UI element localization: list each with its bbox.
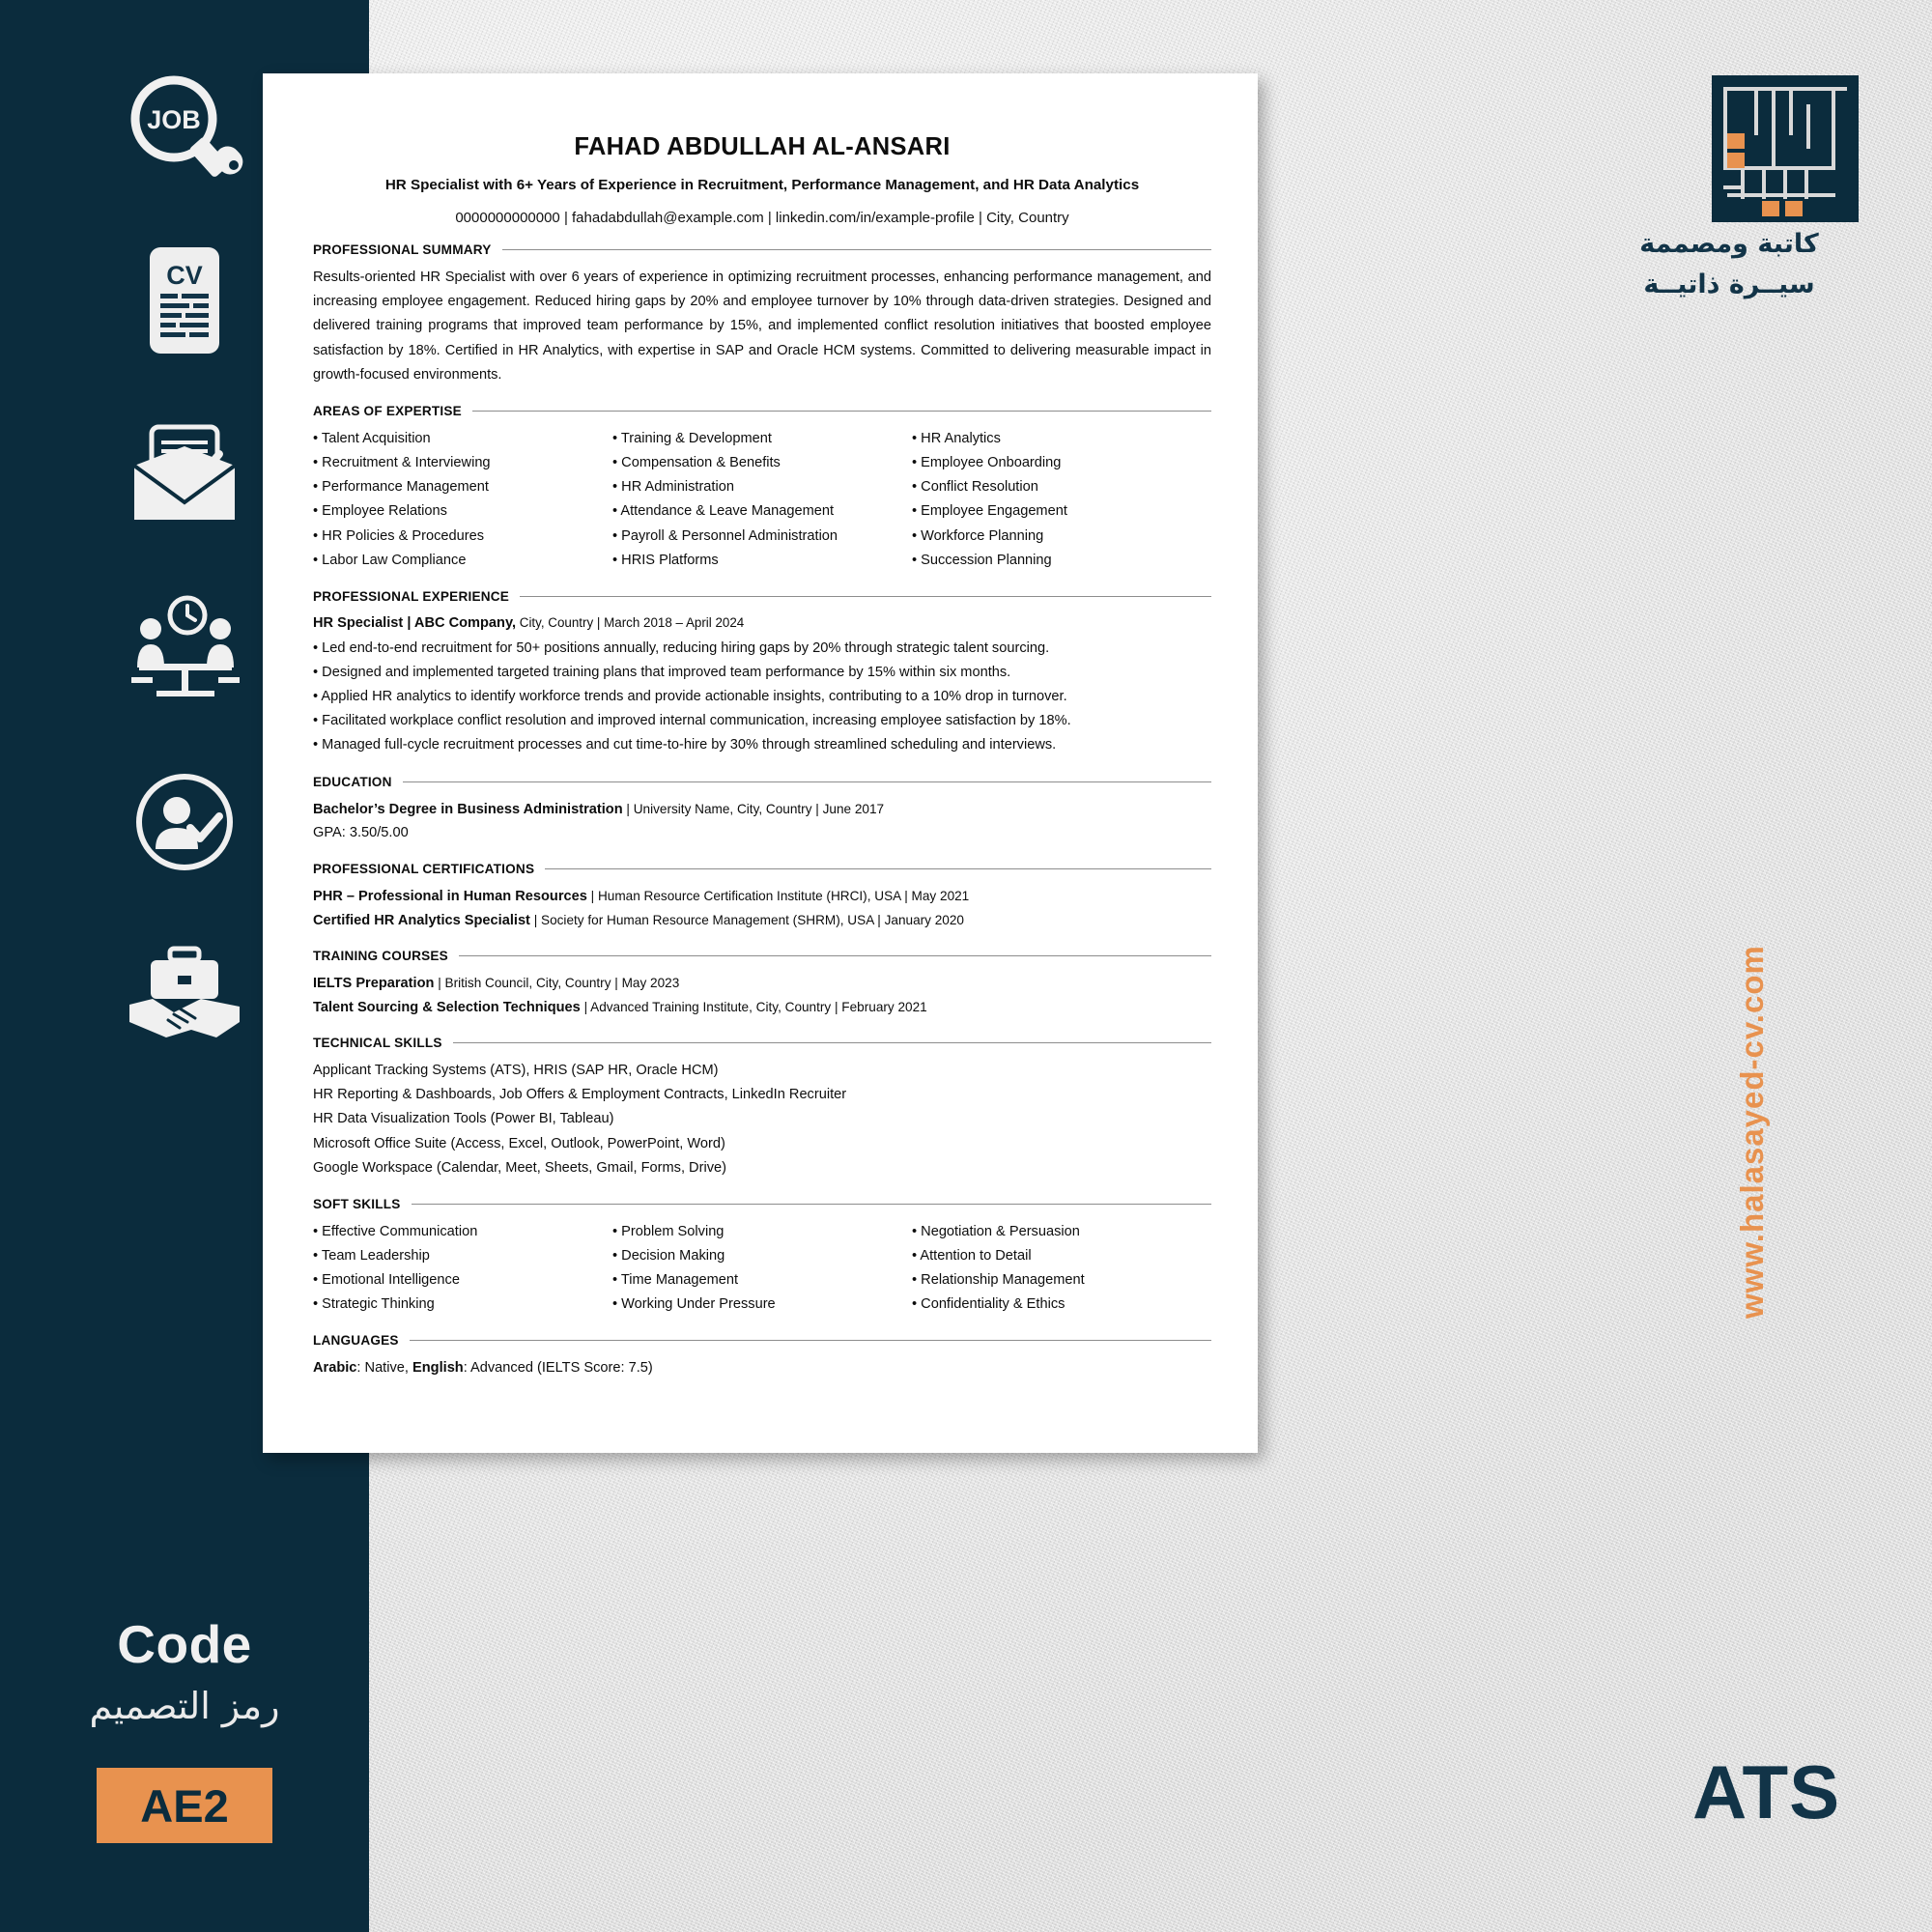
expertise-item: • Attendance & Leave Management bbox=[612, 503, 835, 520]
experience-bullet: • Facilitated workplace conflict resolution and improved internal communication, increasing employee satisfaction by 18%. bbox=[313, 709, 1211, 733]
expertise-item: • Workforce Planning bbox=[912, 527, 1044, 544]
expertise-item: • Conflict Resolution bbox=[912, 479, 1038, 496]
expertise-item: • Performance Management bbox=[313, 479, 489, 496]
section-header-soft-skills bbox=[313, 1197, 1211, 1211]
contact-line: 0000000000000 | fahadabdullah@example.com | linkedin.com/in/example-profile | City, Country bbox=[455, 210, 1069, 226]
expertise-item: • Training & Development bbox=[612, 431, 772, 447]
expertise-item: • Talent Acquisition bbox=[313, 431, 431, 447]
section-title: PROFESSIONAL EXPERIENCE bbox=[313, 588, 510, 604]
education-meta: | University Name, City, Country | June 2017 bbox=[622, 801, 885, 816]
certification-title: Certified HR Analytics Specialist bbox=[313, 912, 530, 928]
soft-skill-item: • Strategic Thinking bbox=[313, 1295, 435, 1312]
experience-bullet: • Managed full-cycle recruitment processes and cut time-to-hire by 30% through streamlined scheduling and interviews. bbox=[313, 733, 1211, 757]
soft-skill-item: • Attention to Detail bbox=[912, 1247, 1032, 1264]
certification-entry bbox=[313, 909, 1211, 933]
soft-skill-item: • Relationship Management bbox=[912, 1271, 1085, 1288]
brand-arabic-line-2: سيــرة ذاتيــة bbox=[1643, 269, 1815, 299]
training-title: IELTS Preparation bbox=[313, 976, 435, 992]
expertise-item: • Employee Engagement bbox=[912, 503, 1067, 520]
section-title: SOFT SKILLS bbox=[313, 1196, 401, 1211]
expertise-item: • HR Administration bbox=[612, 479, 734, 496]
section-rule bbox=[520, 596, 1211, 597]
technical-skill-line: Applicant Tracking Systems (ATS), HRIS (SAP HR, Oracle HCM) bbox=[313, 1063, 719, 1079]
section-title: AREAS OF EXPERTISE bbox=[313, 404, 462, 419]
code-label: Code bbox=[117, 1614, 252, 1674]
section-rule bbox=[410, 1340, 1211, 1341]
section-header-expertise bbox=[313, 404, 1211, 418]
sidebar-code-block bbox=[0, 1613, 369, 1843]
expertise-item: • HR Policies & Procedures bbox=[313, 527, 485, 544]
soft-skills-grid bbox=[313, 1220, 1211, 1317]
certification-meta: | Society for Human Resource Management (SHRM), USA | January 2020 bbox=[529, 912, 964, 927]
expertise-item: • Succession Planning bbox=[912, 552, 1052, 568]
experience-role: HR Specialist | ABC Company, bbox=[313, 614, 517, 631]
expertise-item: • HR Analytics bbox=[912, 431, 1001, 447]
technical-skill-line: HR Data Visualization Tools (Power BI, Tableau) bbox=[313, 1111, 614, 1127]
technical-skill-line: Microsoft Office Suite (Access, Excel, Outlook, PowerPoint, Word) bbox=[313, 1135, 725, 1151]
soft-skill-item: • Working Under Pressure bbox=[612, 1295, 776, 1312]
certification-entry bbox=[313, 885, 1211, 909]
section-rule bbox=[412, 1204, 1211, 1205]
certification-title: PHR – Professional in Human Resources bbox=[313, 889, 587, 905]
section-title: PROFESSIONAL SUMMARY bbox=[313, 242, 492, 257]
code-label-arabic: رمز التصميم bbox=[89, 1685, 280, 1727]
section-header-experience bbox=[313, 589, 1211, 604]
experience-bullet: • Applied HR analytics to identify workforce trends and provide actionable insights, contributing to a 10% drop in turnover. bbox=[313, 685, 1211, 709]
section-title: LANGUAGES bbox=[313, 1333, 399, 1349]
technical-skill-line: HR Reporting & Dashboards, Job Offers & Employment Contracts, LinkedIn Recruiter bbox=[313, 1087, 847, 1103]
education-degree: Bachelor’s Degree in Business Administration bbox=[313, 801, 623, 817]
expertise-item: • Recruitment & Interviewing bbox=[313, 455, 491, 471]
expertise-item: • Payroll & Personnel Administration bbox=[612, 527, 838, 544]
soft-skill-item: • Emotional Intelligence bbox=[313, 1271, 460, 1288]
language-level: : Advanced (IELTS Score: 7.5) bbox=[463, 1360, 653, 1377]
soft-skill-item: • Negotiation & Persuasion bbox=[912, 1223, 1080, 1239]
section-header-education bbox=[313, 775, 1211, 789]
expertise-grid bbox=[313, 427, 1211, 573]
section-header-summary bbox=[313, 242, 1211, 257]
experience-role-line bbox=[313, 612, 1211, 635]
summary-text: Results-oriented HR Specialist with over 6 years of experience in optimizing recruitment processes, enhancing performance management, and increasing employee engagement. Reduced hiring gaps by 20% and employee turnover by 10% through data-driven strategies. Designed and delivered training programs that improved team performance by 15%, and implemented conflict resolution initiatives that boosted employee satisfaction by 18%. Certified in HR Analytics, with expertise in SAP and Oracle HCM systems. Committed to delivering measurable impact in growth-focused environments. bbox=[313, 270, 1211, 383]
candidate-name: FAHAD ABDULLAH AL-ANSARI bbox=[574, 133, 951, 160]
soft-skill-item: • Time Management bbox=[612, 1271, 739, 1288]
soft-skill-item: • Team Leadership bbox=[313, 1247, 430, 1264]
interview-table-icon bbox=[122, 591, 247, 705]
section-title: TRAINING COURSES bbox=[313, 949, 448, 964]
section-rule bbox=[545, 868, 1211, 869]
language-name: English bbox=[412, 1360, 464, 1377]
section-header-technical bbox=[313, 1036, 1211, 1050]
experience-bullets bbox=[313, 637, 1211, 757]
expertise-item: • Labor Law Compliance bbox=[313, 552, 467, 568]
section-header-training bbox=[313, 949, 1211, 963]
education-gpa: GPA: 3.50/5.00 bbox=[313, 825, 409, 841]
experience-meta: City, Country | March 2018 – April 2024 bbox=[516, 614, 745, 630]
soft-skill-item: • Confidentiality & Ethics bbox=[912, 1295, 1065, 1312]
section-rule bbox=[453, 1042, 1211, 1043]
section-title: EDUCATION bbox=[313, 774, 392, 789]
expertise-item: • Employee Onboarding bbox=[912, 455, 1062, 471]
section-rule bbox=[472, 411, 1211, 412]
soft-skill-item: • Problem Solving bbox=[612, 1223, 724, 1239]
technical-skill-line: Google Workspace (Calendar, Meet, Sheets, Gmail, Forms, Drive) bbox=[313, 1159, 726, 1176]
language-name: Arabic bbox=[313, 1360, 357, 1377]
ats-label: ATS bbox=[1692, 1749, 1841, 1834]
brand-arabic-tagline bbox=[1584, 224, 1874, 305]
cv-document-icon bbox=[122, 243, 247, 357]
training-entry bbox=[313, 972, 1211, 996]
section-title: PROFESSIONAL CERTIFICATIONS bbox=[313, 862, 535, 877]
brand-arabic-line-1: كاتبة ومصممة bbox=[1639, 229, 1819, 259]
training-title: Talent Sourcing & Selection Techniques bbox=[313, 999, 581, 1015]
expertise-item: • Employee Relations bbox=[313, 503, 447, 520]
sidebar-icon-list bbox=[122, 70, 247, 1053]
education-entry bbox=[313, 798, 1211, 822]
certification-meta: | Human Resource Certification Institute (HRCI), USA | May 2021 bbox=[586, 889, 970, 904]
expertise-item: • HRIS Platforms bbox=[612, 552, 719, 568]
section-rule bbox=[502, 249, 1211, 250]
resume-page bbox=[263, 73, 1258, 1453]
section-header-languages bbox=[313, 1333, 1211, 1348]
section-rule bbox=[459, 955, 1211, 956]
cover-letter-envelope-icon bbox=[122, 417, 247, 531]
section-header-certifications bbox=[313, 862, 1211, 876]
expertise-item: • Compensation & Benefits bbox=[612, 455, 781, 471]
languages-line bbox=[313, 1356, 1211, 1380]
brand-website-url[interactable]: www.halasayed-cv.com bbox=[1734, 945, 1770, 1319]
kufic-square-logo bbox=[1712, 75, 1859, 222]
candidate-headline: HR Specialist with 6+ Years of Experience in Recruitment, Performance Management, and HR Data Analytics bbox=[384, 177, 1140, 193]
job-search-icon bbox=[122, 70, 247, 184]
experience-bullet: • Designed and implemented targeted training plans that improved team performance by 15% within six months. bbox=[313, 661, 1211, 685]
soft-skill-item: • Effective Communication bbox=[313, 1223, 478, 1239]
design-code-badge: AE2 bbox=[97, 1768, 272, 1843]
training-entry bbox=[313, 996, 1211, 1020]
soft-skill-item: • Decision Making bbox=[612, 1247, 725, 1264]
svg-text:CV: CV bbox=[166, 261, 203, 290]
profile-check-icon bbox=[122, 765, 247, 879]
training-meta: | British Council, City, Country | May 2023 bbox=[434, 976, 680, 991]
svg-text:JOB: JOB bbox=[147, 105, 201, 134]
section-title: TECHNICAL SKILLS bbox=[313, 1036, 442, 1051]
language-level: : Native, bbox=[356, 1360, 413, 1377]
handshake-briefcase-icon bbox=[122, 939, 247, 1053]
training-meta: | Advanced Training Institute, City, Country | February 2021 bbox=[580, 999, 927, 1014]
section-rule bbox=[403, 781, 1211, 782]
experience-bullet: • Led end-to-end recruitment for 50+ positions annually, reducing hiring gaps by 20% through strategic talent sourcing. bbox=[313, 637, 1211, 661]
